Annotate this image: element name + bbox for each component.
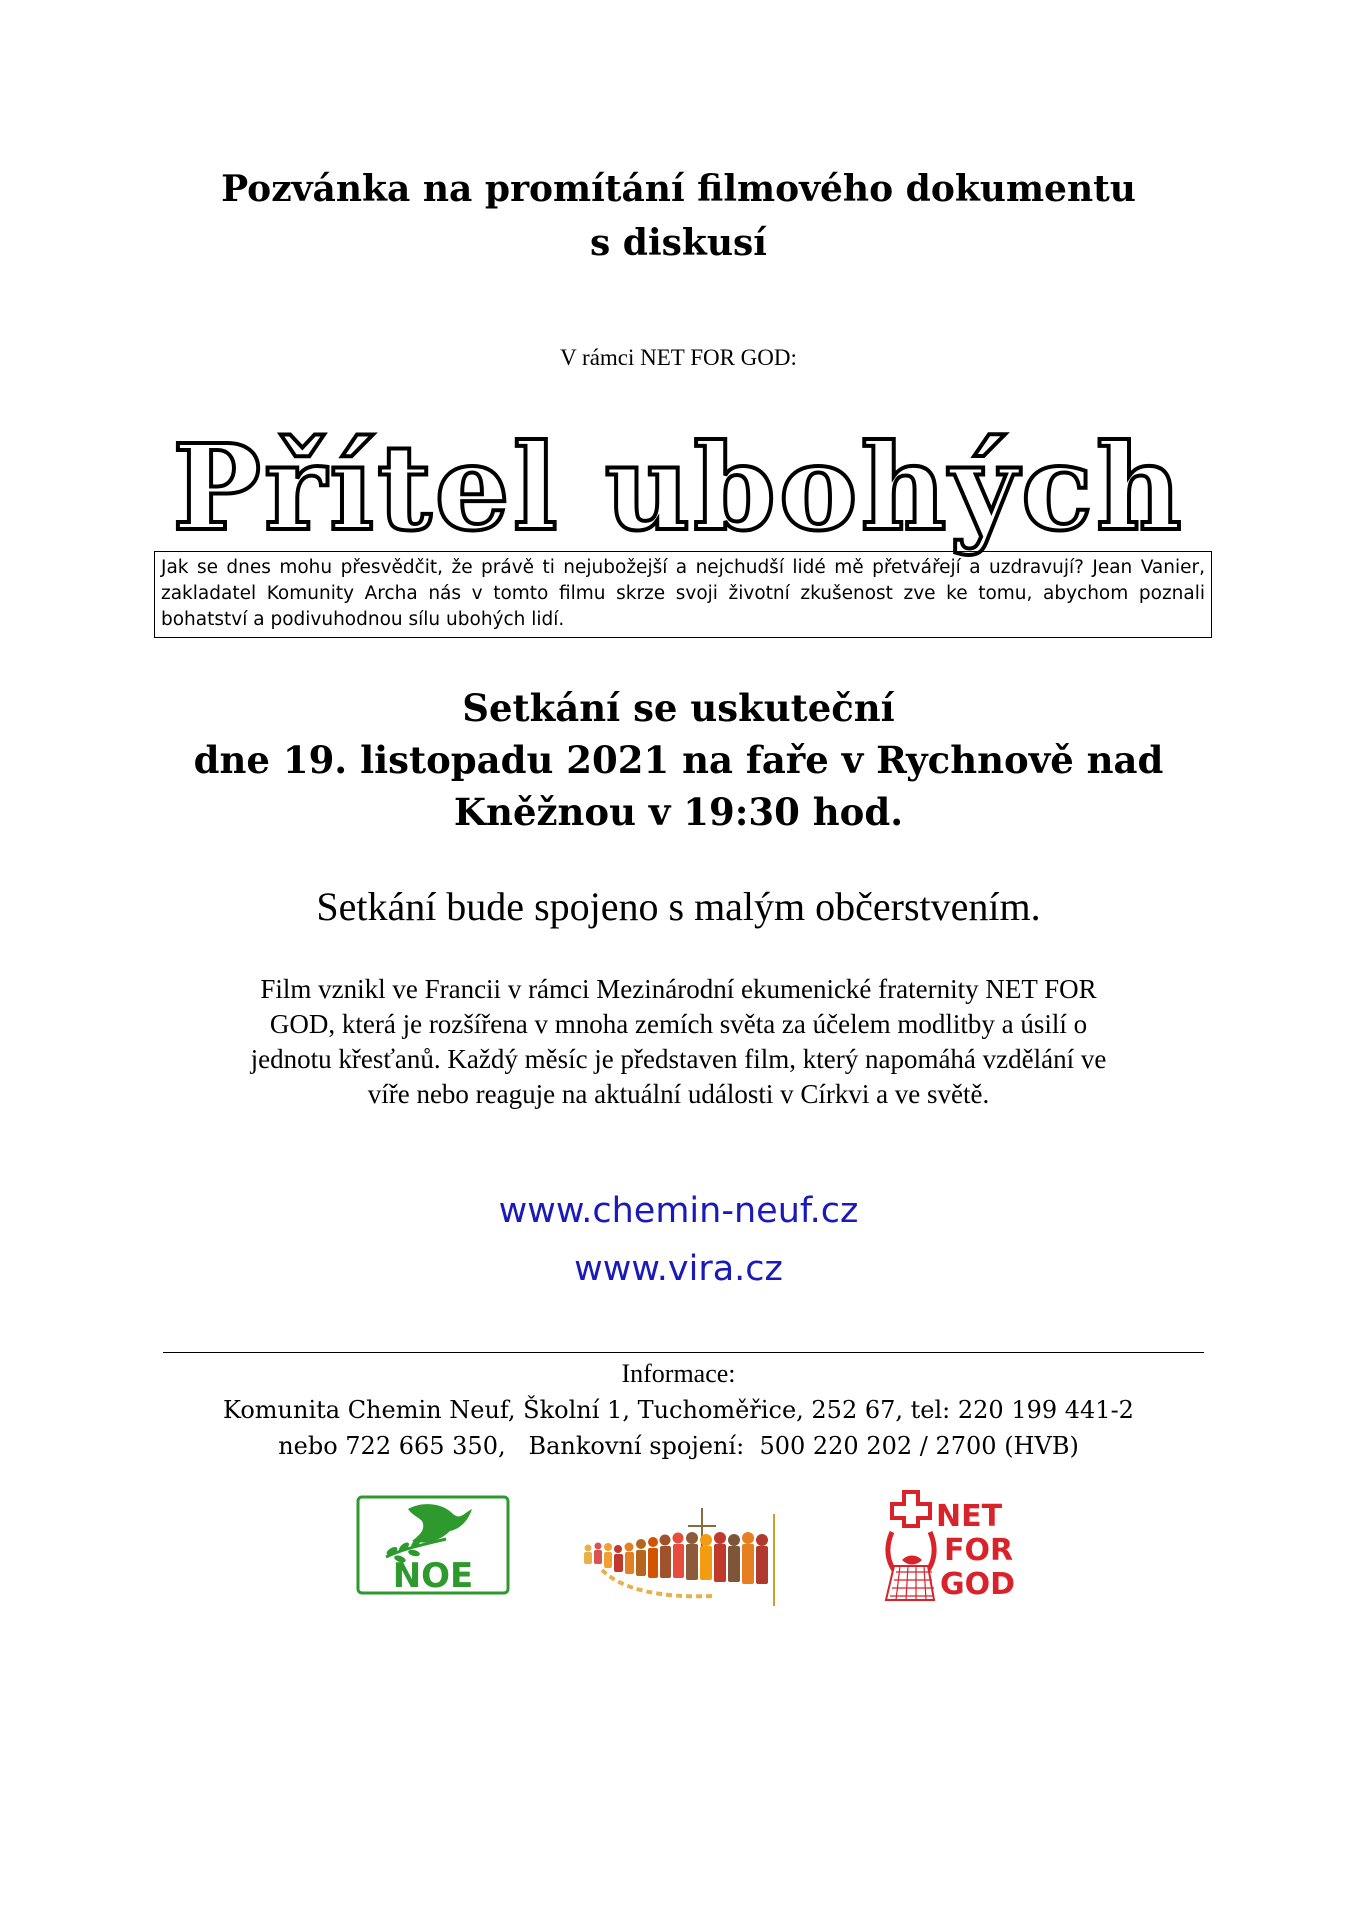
about-line-4: víře nebo reaguje na aktuální události v Církvi a ve světě. (367, 1079, 990, 1109)
about-line-2: GOD, která je rozšířena v mnoha zemích světa za účelem modlitby a úsilí o (269, 1009, 1088, 1039)
heading-line-1: Pozvánka na promítání filmového dokumentu (221, 168, 1136, 210)
arch-community-logo (582, 1500, 782, 1610)
contact-line-1: Komunita Chemin Neuf, Školní 1, Tuchoměřice, 252 67, tel: 220 199 441-2 (223, 1396, 1134, 1424)
invitation-heading (0, 162, 1357, 270)
net-for-god-logo (880, 1488, 1040, 1608)
website-links (0, 1182, 1357, 1298)
contact-info (0, 1356, 1357, 1464)
meeting-details (0, 682, 1357, 838)
intro-text: V rámci NET FOR GOD: (560, 345, 797, 370)
contact-label: Informace: (621, 1359, 736, 1388)
about-film (0, 972, 1357, 1112)
film-title: Přítel ubohých (172, 418, 1185, 557)
nfg-logo-text-for: FOR (944, 1533, 1014, 1568)
meeting-line-1: Setkání se uskuteční (462, 686, 895, 730)
contact-divider (163, 1352, 1204, 1353)
about-line-1: Film vznikl ve Francii v rámci Mezinárodní ekumenické fraternity NET FOR (260, 974, 1097, 1004)
meeting-line-2: dne 19. listopadu 2021 na faře v Rychnově nad (193, 738, 1164, 782)
nfg-logo-text-net: NET (936, 1499, 1003, 1534)
nfg-logo-text-god: GOD (940, 1567, 1016, 1602)
about-line-3: jednotu křesťanů. Každý měsíc je představen film, který napomáhá vzdělání ve (250, 1044, 1107, 1074)
link-chemin-neuf[interactable]: www.chemin-neuf.cz (498, 1191, 859, 1231)
heading-line-2: s diskusí (590, 222, 767, 264)
link-vira[interactable]: www.vira.cz (574, 1249, 783, 1289)
meeting-line-3: Kněžnou v 19:30 hod. (453, 790, 904, 834)
refreshments-note: Setkání bude spojeno s malým občerstvením. (316, 884, 1041, 929)
contact-line-2: nebo 722 665 350, Bankovní spojení: 500 220 202 / 2700 (HVB) (278, 1432, 1079, 1460)
synopsis-box: Jak se dnes mohu přesvědčit, že právě ti nejubožejší a nejchudší lidé mě přetvářejí a uzdravují? Jean Vanier, zakladatel Komunity Archa nás v tomto filmu skrze svoji životní zkušenost zve ke tomu, abychom poznali bohatství a podivuhodnou sílu ubohých lidí. (154, 551, 1212, 638)
noe-logo-text: NOE (392, 1556, 474, 1595)
noe-logo (356, 1495, 510, 1595)
